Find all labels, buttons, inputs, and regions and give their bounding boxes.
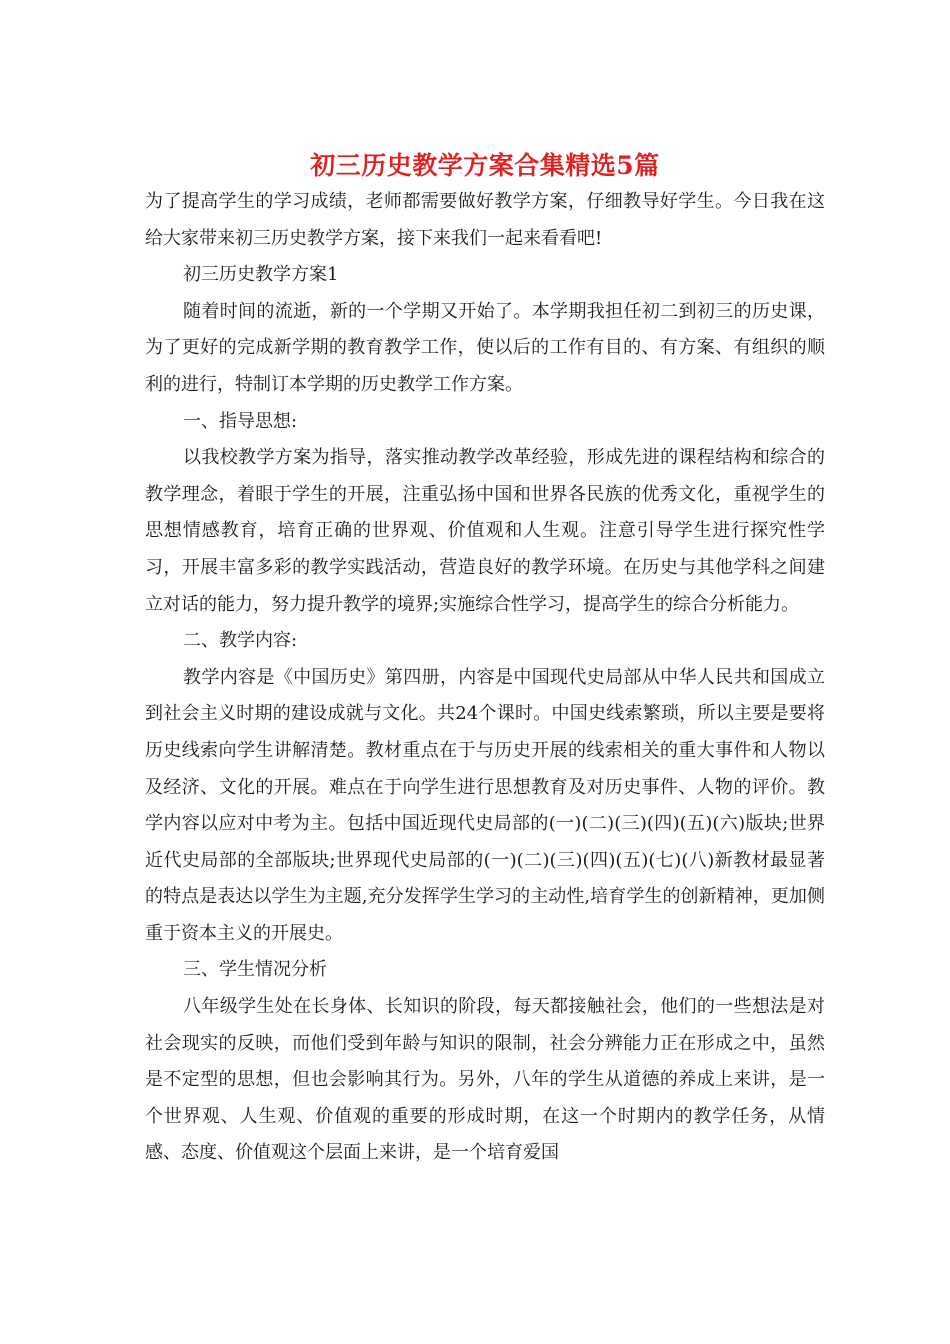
paragraph-teaching-content: 教学内容是《中国历史》第四册，内容是中国现代史局部从中华人民共和国成立到社会主义时期的建设成就与文化。共24个课时。中国史线索繁琐，所以主要是要将历史线索向学生讲解清楚。教材重点在于与历史开展的线索相关的重大事件和人物以及经济、文化的开展。难点在于向学生进行思想教育及对历史事件、人物的评价。教学内容以应对中考为主。包括中国近现代史局部的(一)(二)(三)(四)(五)(六)版块;世界近代史局部的全部版块;世界现代史局部的(一)(二)(三)(四)(五)(七)(八)新教材最显著的特点是表达以学生为主题,充分发挥学生学习的主动性,培育学生的创新精神，更加侧重于资本主义的开展史。 bbox=[145, 666, 825, 944]
intro-paragraph: 为了提高学生的学习成绩，老师都需要做好教学方案，仔细教导好学生。今日我在这给大家带来初三历史教学方案，接下来我们一起来看看吧! bbox=[145, 191, 825, 249]
paragraph-opening: 随着时间的流逝，新的一个学期又开始了。本学期我担任初二到初三的历史课，为了更好的完成新学期的教育教学工作，使以后的工作有目的、有方案、有组织的顺利的进行，特制订本学期的历史教学工作方案。 bbox=[145, 300, 825, 395]
heading-student-analysis: 三、学生情况分析 bbox=[183, 959, 327, 981]
heading-teaching-content: 二、教学内容: bbox=[183, 630, 298, 652]
document-title: 初三历史教学方案合集精选5篇 bbox=[310, 151, 660, 180]
heading-guiding-thought: 一、指导思想: bbox=[183, 410, 298, 432]
paragraph-student-analysis: 八年级学生处在长身体、长知识的阶段，每天都接触社会，他们的一些想法是对社会现实的反映，而他们受到年龄与知识的限制，社会分辨能力正在形成之中，虽然是不定型的思想，但也会影响其行为。另外，八年的学生从道德的养成上来讲，是一个世界观、人生观、价值观的重要的形成时期，在这一个时期内的教学任务，从情感、态度、价值观这个层面上来讲，是一个培育爱国 bbox=[145, 996, 825, 1164]
section-title: 初三历史教学方案1 bbox=[183, 264, 339, 286]
document-page bbox=[145, 148, 825, 1172]
paragraph-guiding-thought: 以我校教学方案为指导，落实推动教学改革经验，形成先进的课程结构和综合的教学理念，着眼于学生的开展，注重弘扬中国和世界各民族的优秀文化，重视学生的思想情感教育，培育正确的世界观、价值观和人生观。注意引导学生进行探究性学习，开展丰富多彩的教学实践活动，营造良好的教学环境。在历史与其他学科之间建立对话的能力，努力提升教学的境界;实施综合性学习，提高学生的综合分析能力。 bbox=[145, 447, 825, 615]
